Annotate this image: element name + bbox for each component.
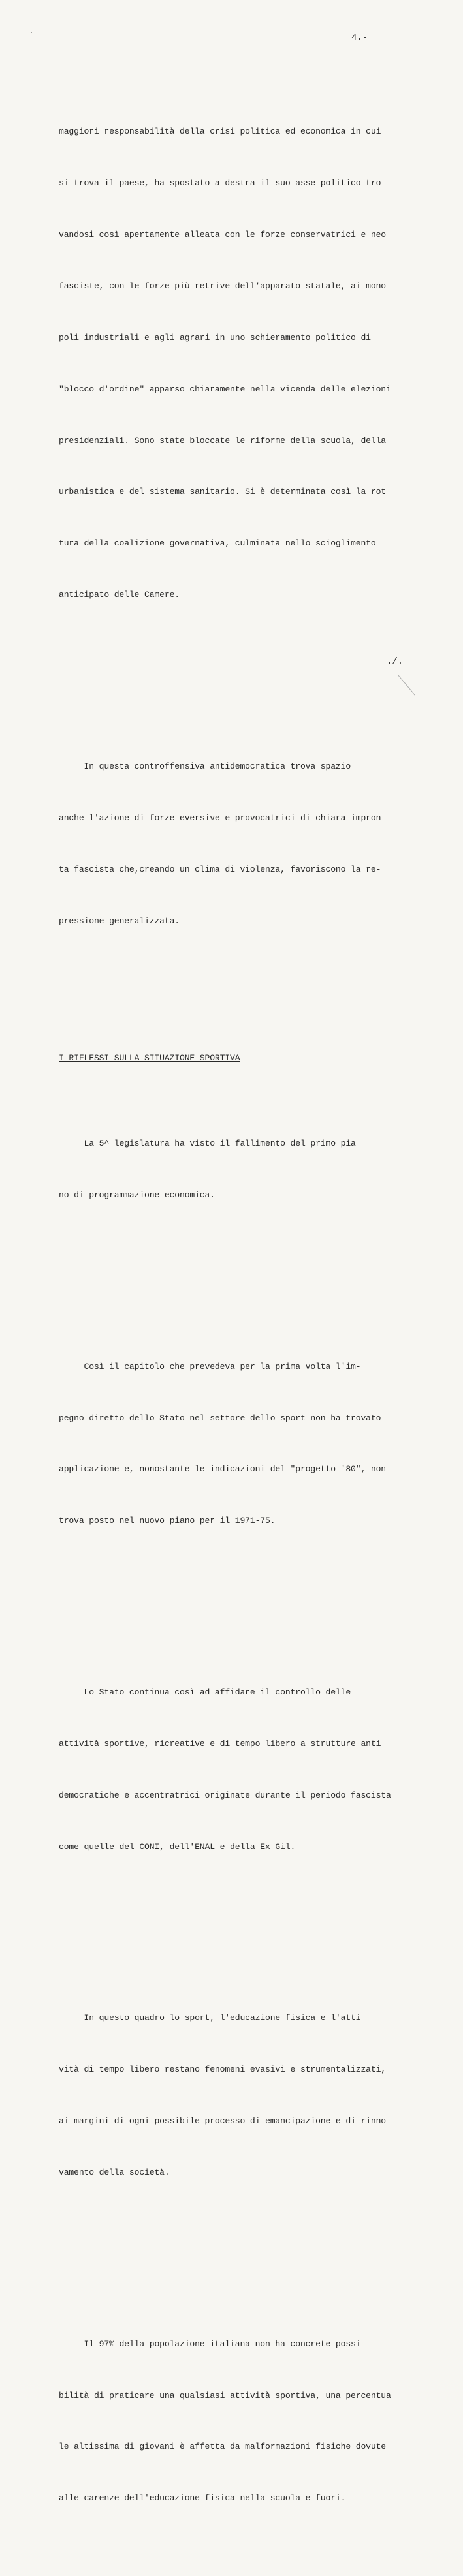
text-line: si trova il paese, ha spostato a destra il suo asse politico tro xyxy=(59,178,381,189)
corner-mark: . xyxy=(29,26,34,36)
text-line: maggiori responsabilità della crisi politica ed economica in cui xyxy=(59,127,381,137)
text-line: applicazione e, nonostante le indicazioni del "progetto '80", non xyxy=(59,1464,386,1475)
text-line: ai margini di ogni possibile processo di emancipazione e di rinno xyxy=(59,2116,386,2126)
text-line: presidenziali. Sono state bloccate le riforme della scuola, della xyxy=(59,435,386,446)
paragraph xyxy=(59,724,424,964)
text-line: alle carenze dell'educazione fisica nella scuola e fuori. xyxy=(59,2493,346,2504)
paragraph-gap xyxy=(59,2250,424,2267)
text-line: tura della coalizione governativa, culminata nello scioglimento xyxy=(59,538,376,549)
text-line: In questa controffensiva antidemocratica trova spazio xyxy=(59,761,351,771)
continuation-mark: ./. xyxy=(387,656,404,667)
text-line: vamento della società. xyxy=(59,2168,170,2178)
paragraph xyxy=(59,1976,424,2216)
text-line: democratiche e accentratrici originate durante il periodo fascista xyxy=(59,1790,391,1800)
text-line: pressione generalizzata. xyxy=(59,915,180,926)
paragraph xyxy=(59,1324,424,1564)
section-heading: I RIFLESSI SULLA SITUAZIONE SPORTIVA xyxy=(59,1052,240,1063)
text-line: Così il capitolo che prevedeva per la prima volta l'im- xyxy=(59,1361,361,1372)
text-line: Lo Stato continua così ad affidare il controllo delle xyxy=(59,1687,351,1698)
text-line: trova posto nel nuovo piano per il 1971-75. xyxy=(59,1516,276,1526)
paragraph-gap xyxy=(59,1272,424,1289)
text-line: le altissima di giovani è affetta da malformazioni fisiche dovute xyxy=(59,2442,386,2452)
text-line: no di programmazione economica. xyxy=(59,1190,215,1200)
paragraph-gap xyxy=(59,998,424,1015)
text-line: Il 97% della popolazione italiana non ha concrete possi xyxy=(59,2338,361,2349)
text-line: pegno diretto dello Stato nel settore dello sport non ha trovato xyxy=(59,1413,381,1423)
text-line: ta fascista che,creando un clima di violenza, favoriscono la re- xyxy=(59,864,381,874)
text-line: bilità di praticare una qualsiasi attività sportiva, una percentua xyxy=(59,2390,391,2400)
text-line: vità di tempo libero restano fenomeni evasivi e strumentalizzati, xyxy=(59,2064,386,2075)
text-line: come quelle del CONI, dell'ENAL e della Ex-Gil. xyxy=(59,1841,296,1852)
text-line: "blocco d'ordine" apparso chiaramente nella vicenda delle elezioni xyxy=(59,384,391,394)
text-line: La 5^ legislatura ha visto il fallimento del primo pia xyxy=(59,1139,356,1149)
text-line: urbanistica e del sistema sanitario. Si è determinata così la rot xyxy=(59,487,386,497)
paragraph-gap xyxy=(59,1924,424,1941)
text-line: anticipato delle Camere. xyxy=(59,590,180,600)
text-line: attività sportive, ricreative e di tempo libero a strutture anti xyxy=(59,1738,381,1749)
paragraph xyxy=(59,1101,424,1238)
page-number: 4.- xyxy=(351,33,368,43)
text-line: anche l'azione di forze eversive e provocatrici di chiara impron- xyxy=(59,812,386,823)
paragraph-gap xyxy=(59,1599,424,1616)
paragraph xyxy=(59,89,424,639)
text-line: vandosi così apertamente alleata con le forze conservatrici e neo xyxy=(59,229,386,239)
document-body xyxy=(59,55,424,2576)
text-line: In questo quadro lo sport, l'educazione fisica e l'atti xyxy=(59,2013,361,2023)
paragraph-gap xyxy=(59,673,424,690)
text-line: poli industriali e agli agrari in uno schieramento politico di xyxy=(59,332,371,343)
paragraph xyxy=(59,2301,424,2541)
text-line: fasciste, con le forze più retrive dell'apparato statale, ai mono xyxy=(59,281,386,291)
paragraph xyxy=(59,1649,424,1890)
